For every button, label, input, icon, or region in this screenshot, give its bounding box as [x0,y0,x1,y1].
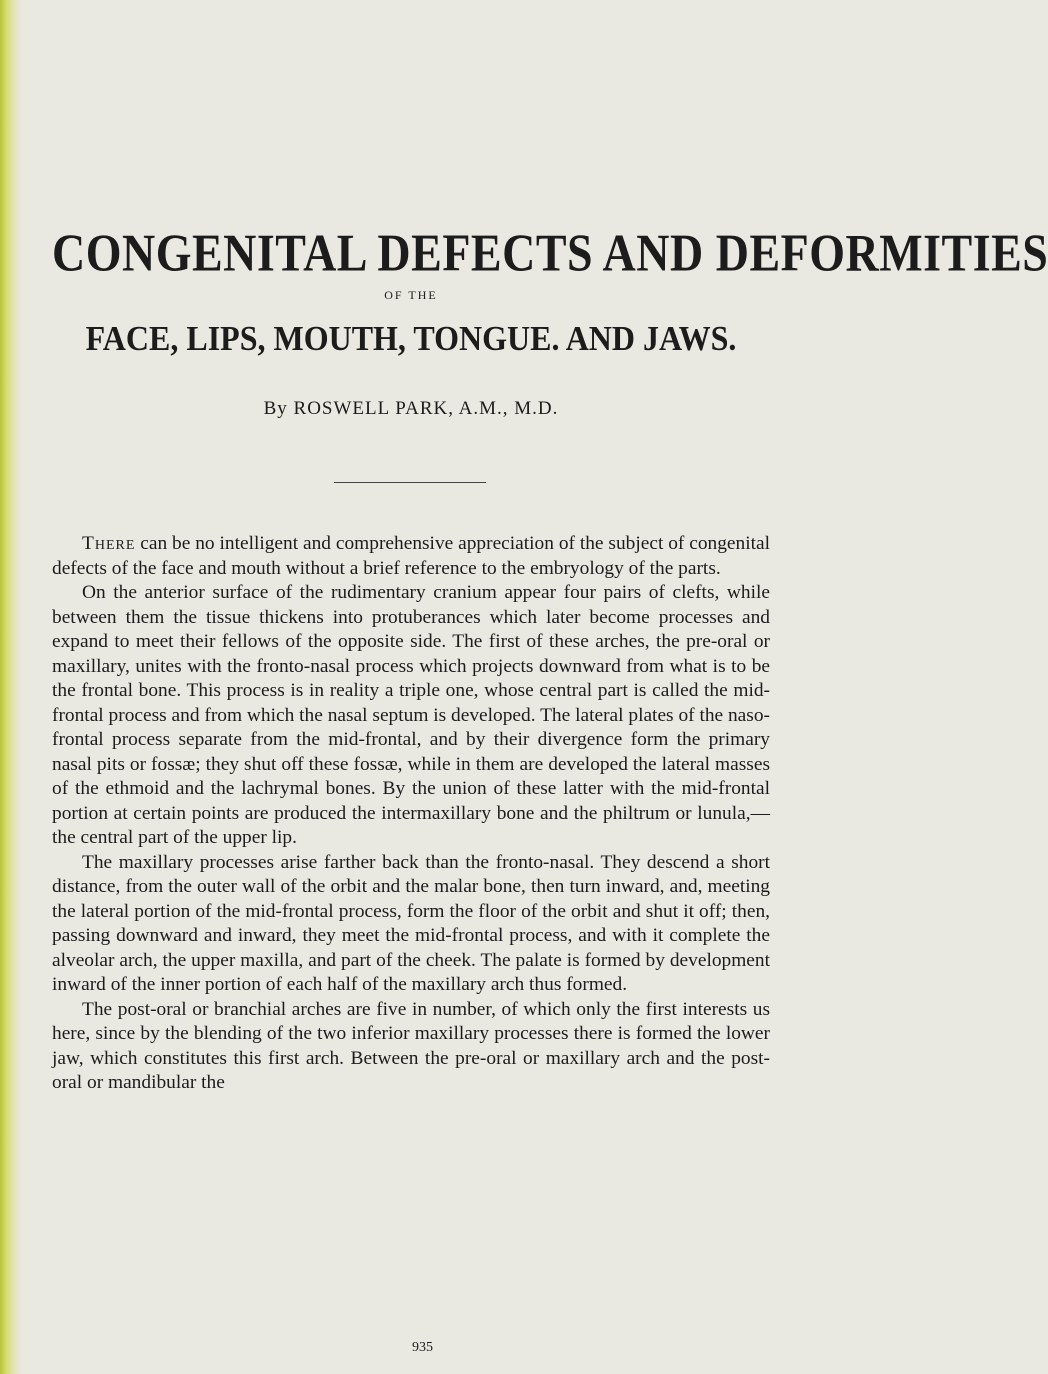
divider-rule [334,482,486,483]
page-edge [0,0,22,1374]
title-connector: OF THE [384,288,438,302]
paragraph-3 [52,851,770,998]
author-byline: By ROSWELL PARK, A.M., M.D. [263,398,559,419]
paragraph-2 [52,581,770,851]
paragraph-text: On the anterior surface of the rudimentary cranium appear four pairs of clefts, while between them the tissue thickens into protuberances which later become processes and expand to meet their fellows of the opposite side. The first of these arches, the pre-oral or maxillary, unites with the fronto-nasal process which projects downward from what is to be the frontal bone. This process is in reality a triple one, whose central part is called the mid-frontal process and from which the nasal septum is developed. The lateral plates of the naso-frontal process separate from the mid-frontal, and by their divergence form the primary nasal pits or fossæ; they shut off these fossæ, while in them are developed the lateral masses of the ethmoid and the lachrymal bones. By the union of these latter with the mid-frontal portion at certain points are produced the intermaxillary bone and the philtrum or lunula,—the central part of the upper lip. [52,582,770,848]
page [52,0,1048,1374]
chapter-title: CONGENITAL DEFECTS AND DEFORMITIES [52,223,1048,282]
chapter-subtitle: FACE, LIPS, MOUTH, TONGUE. AND JAWS. [85,318,737,358]
paragraph-1 [52,532,770,581]
page-number: 935 [412,1340,433,1355]
paragraph-text: The maxillary processes arise farther back than the fronto-nasal. They descend a short distance, from the outer wall of the orbit and the malar bone, then turn inward, and, meeting the lateral portion of the mid-frontal process, form the floor of the orbit and shut it off; then, passing downward and inward, they meet the mid-frontal process, and with it complete the alveolar arch, the upper maxilla, and part of the cheek. The palate is formed by development inward of the inner portion of each half of the maxillary arch thus formed. [52,851,770,995]
body-text [52,532,770,1096]
paragraph-text: The post-oral or branchial arches are five in number, of which only the first interests us here, since by the blending of the two inferior maxillary processes there is formed the lower jaw, which constitutes this first arch. Between the pre-oral or maxillary arch and the post-oral or mandibular the [52,998,770,1093]
paragraph-text: can be no intelligent and comprehensive appreciation of the subject of congenital defects of the face and mouth without a brief reference to the embryology of the parts. [52,533,770,579]
paragraph-4 [52,998,770,1096]
paragraph-lead-word: There [82,533,136,554]
